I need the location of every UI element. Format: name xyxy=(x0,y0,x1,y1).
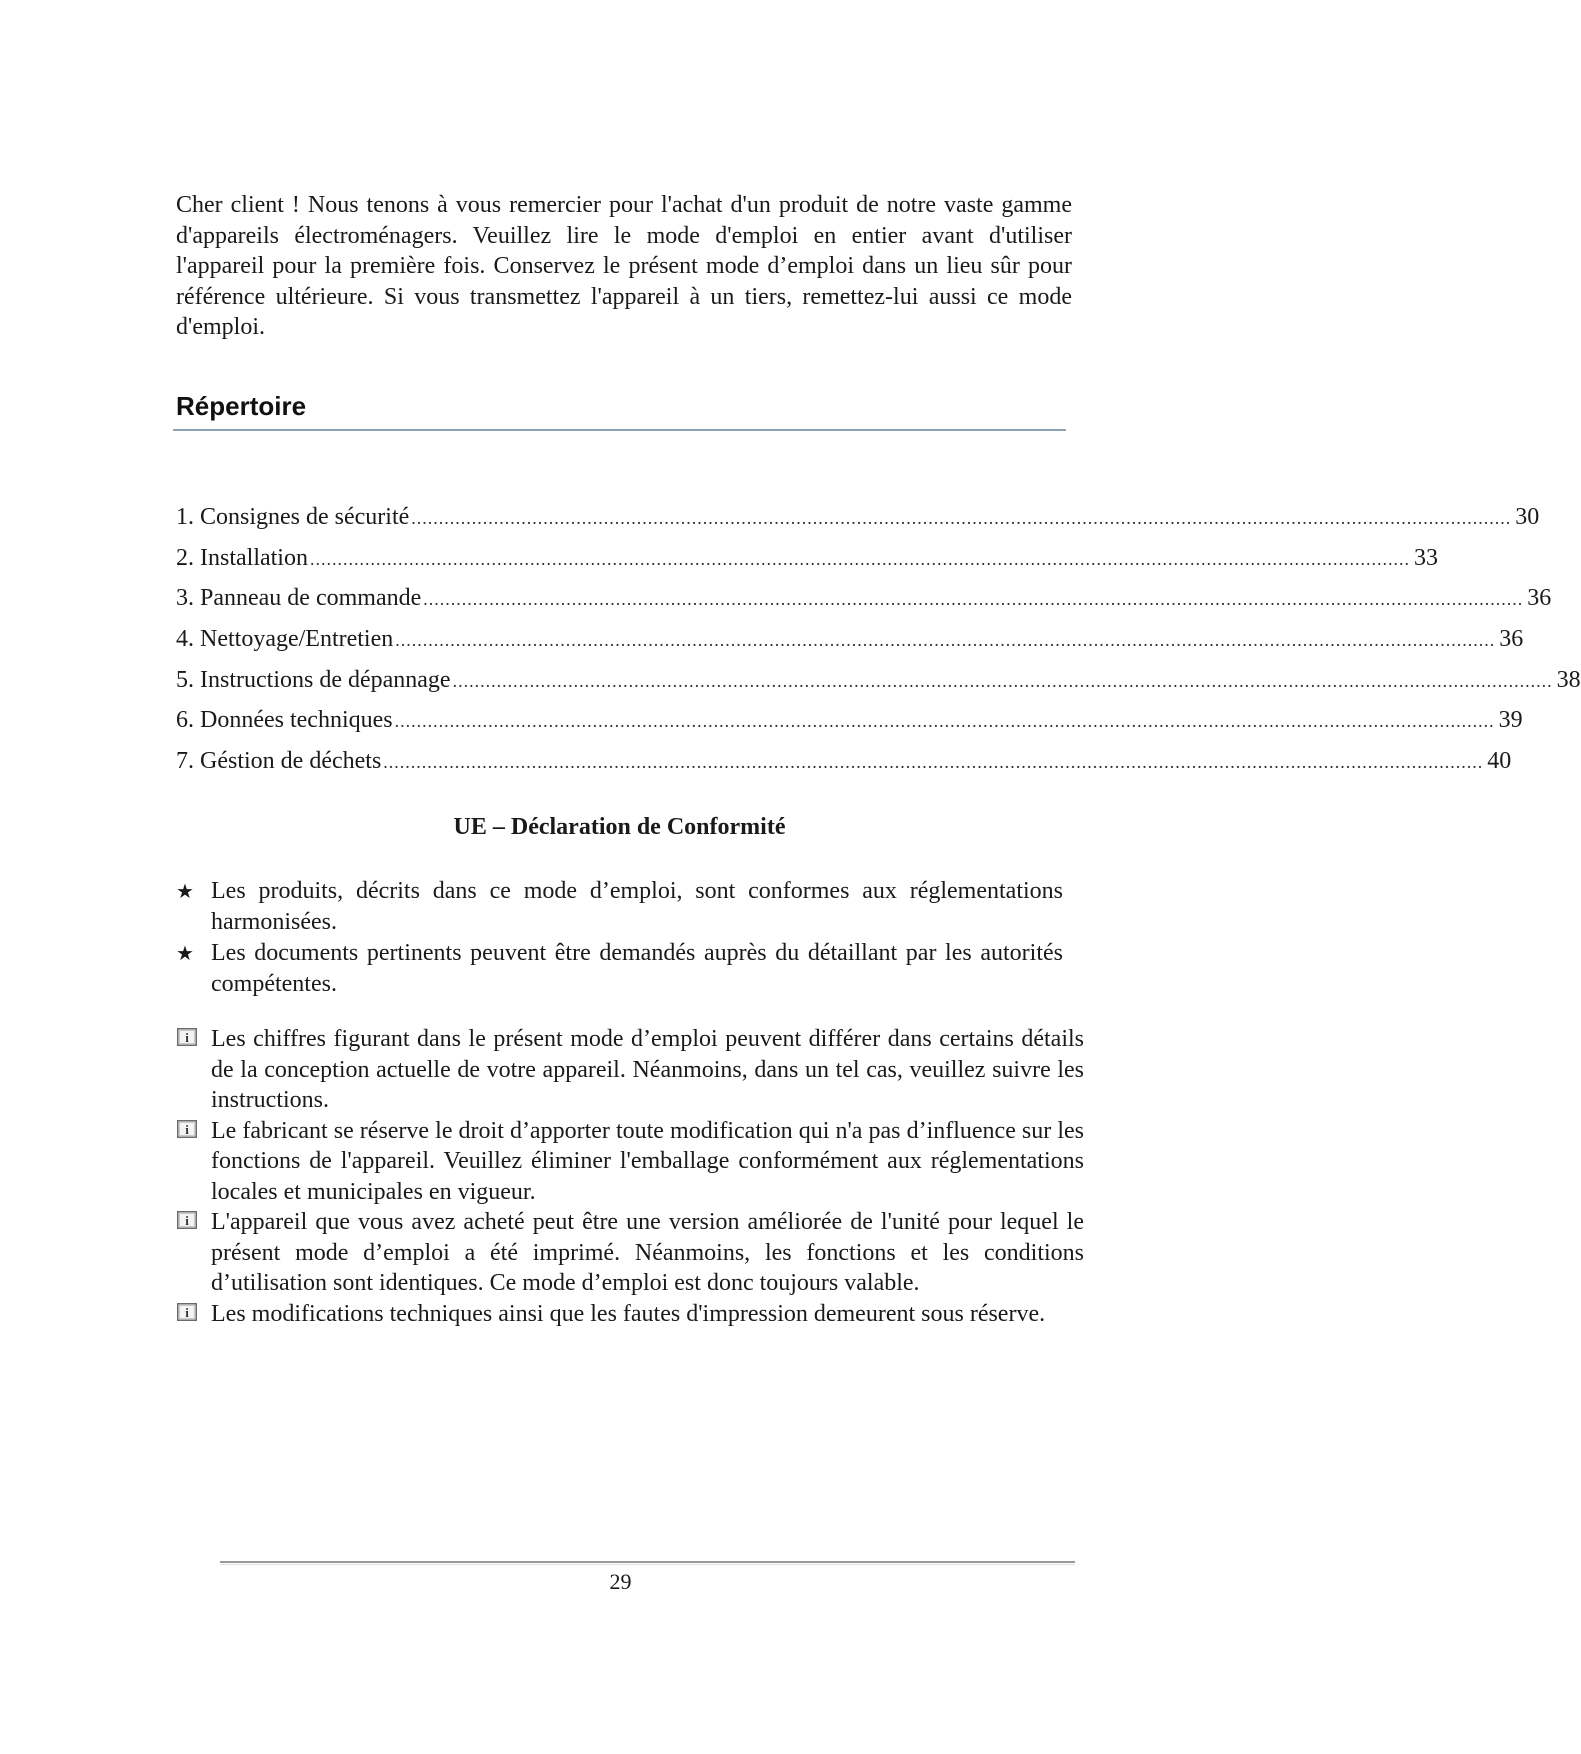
toc-entry-label: 3. Panneau de commande xyxy=(176,585,422,612)
toc-entry-label: 2. Installation xyxy=(176,544,308,571)
footer-rule xyxy=(220,1561,1075,1563)
info-icon xyxy=(177,1303,197,1321)
page-number: 29 xyxy=(609,1569,632,1594)
conformity-bullets xyxy=(176,876,1063,1000)
toc-entry-page: 36 xyxy=(1527,585,1552,612)
toc-entry-page: 36 xyxy=(1499,626,1524,653)
note-item xyxy=(176,1116,1084,1208)
star-icon: ★ xyxy=(176,879,194,903)
toc-entry-label: 6. Données techniques xyxy=(176,707,393,734)
toc-entry-page: 40 xyxy=(1487,748,1512,775)
info-icon xyxy=(177,1028,197,1046)
toc-entry-page: 38 xyxy=(1556,666,1581,693)
note-text: Les chiffres figurant dans le présent mode d’emploi peuvent différer dans certains détails de la conception actuelle de votre appareil. Néanmoins, dans un tel cas, veuillez suivre les instructions. xyxy=(211,1026,1084,1113)
toc-entry[interactable] xyxy=(176,502,1540,543)
heading-underline xyxy=(173,429,1066,431)
info-notes xyxy=(176,1024,1084,1329)
toc-leader-dots: ........................................................................................................................................................................................................ xyxy=(394,711,1495,732)
bullet-item xyxy=(176,938,1063,999)
toc-entry-page: 33 xyxy=(1413,544,1438,571)
toc-entry-label: 4. Nettoyage/Entretien xyxy=(176,626,394,653)
note-text: L'appareil que vous avez acheté peut être une version améliorée de l'unité pour lequel le présent mode d’emploi a été imprimé. Néanmoins, les fonctions et les conditions d’utilisation sont identiques. Ce mode d’emploi est donc toujours valable. xyxy=(211,1209,1084,1296)
toc-leader-dots: ........................................................................................................................................................................................................ xyxy=(383,752,1484,773)
declaration-title: UE – Déclaration de Conformité xyxy=(453,814,786,840)
star-icon: ★ xyxy=(176,941,194,965)
toc-entry[interactable] xyxy=(176,665,1581,706)
svg-text:i: i xyxy=(185,1121,189,1137)
toc-leader-dots: ........................................................................................................................................................................................................ xyxy=(452,670,1553,691)
svg-text:i: i xyxy=(185,1030,189,1045)
table-of-contents xyxy=(176,502,1581,787)
bullet-text: Les documents pertinents peuvent être demandés auprès du détaillant par les autorités compétentes. xyxy=(211,940,1063,997)
footer-rule-shadow xyxy=(220,1564,1075,1565)
note-item xyxy=(176,1024,1084,1116)
svg-text:i: i xyxy=(185,1213,189,1228)
note-text: Les modifications techniques ainsi que les fautes d'impression demeurent sous réserve. xyxy=(211,1300,1046,1327)
toc-entry[interactable] xyxy=(176,624,1524,665)
toc-entry[interactable] xyxy=(176,583,1552,624)
info-icon xyxy=(177,1120,197,1138)
toc-entry-page: 39 xyxy=(1498,707,1523,734)
toc-entry-label: 1. Consignes de sécurité xyxy=(176,504,410,530)
toc-entry-label: 7. Géstion de déchets xyxy=(176,748,382,775)
bullet-item xyxy=(176,876,1063,937)
toc-entry[interactable] xyxy=(176,746,1512,787)
bullet-text: Les produits, décrits dans ce mode d’emploi, sont conformes aux réglementations harmonisées. xyxy=(211,878,1063,935)
toc-entry[interactable] xyxy=(176,705,1523,746)
note-item xyxy=(176,1207,1084,1299)
svg-text:i: i xyxy=(185,1304,189,1320)
toc-leader-dots: ........................................................................................................................................................................................................ xyxy=(411,508,1512,528)
toc-leader-dots: ........................................................................................................................................................................................................ xyxy=(309,548,1410,569)
toc-entry-page: 30 xyxy=(1515,504,1540,530)
info-icon xyxy=(177,1211,197,1229)
toc-leader-dots: ........................................................................................................................................................................................................ xyxy=(395,630,1496,651)
intro-paragraph: Cher client ! Nous tenons à vous remercier pour l'achat d'un produit de notre vaste gamme d'appareils électroménagers. Veuillez lire le mode d'emploi en entier avant d'utiliser l'appareil pour la première fois. Conservez le présent mode d’emploi dans un lieu sûr pour référence ultérieure. Si vous transmettez l'appareil à un tiers, remettez-lui aussi ce mode d'emploi. xyxy=(176,192,1072,340)
section-heading: Répertoire xyxy=(176,391,307,421)
note-item xyxy=(176,1299,1084,1330)
toc-entry[interactable] xyxy=(176,543,1438,584)
toc-entry-label: 5. Instructions de dépannage xyxy=(176,666,451,693)
note-text: Le fabricant se réserve le droit d’apporter toute modification qui n'a pas d’influence sur les fonctions de l'appareil. Veuillez éliminer l'emballage conformément aux réglementations locales et municipales en vigueur. xyxy=(211,1117,1084,1205)
toc-leader-dots: ........................................................................................................................................................................................................ xyxy=(423,589,1524,610)
